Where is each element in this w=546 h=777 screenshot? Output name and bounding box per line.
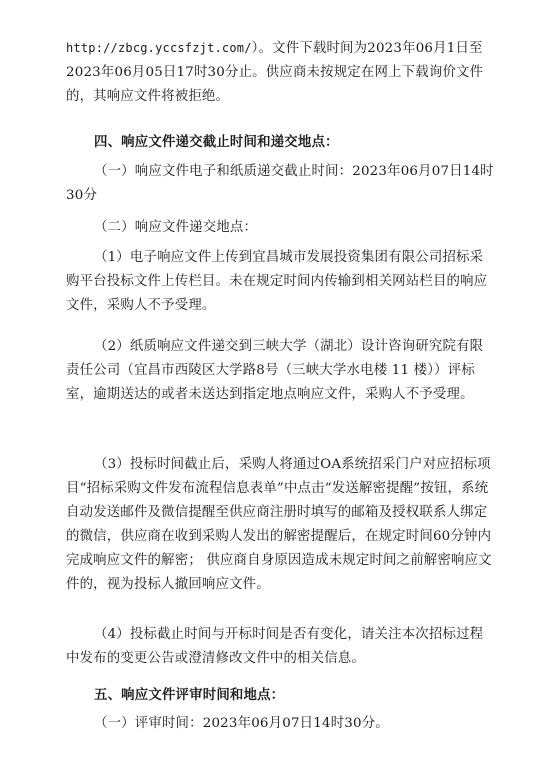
section-5-heading: 五、响应文件评审时间和地点： <box>94 687 285 703</box>
download-time-paragraph <box>66 36 496 109</box>
procurement-url: http://zbcg.yccsfzjt.com/ <box>66 41 252 55</box>
download-time-text: ）。文件下载时间为2023年06月1日至2023年06月05日17时30分止。供应商未按规定在网上下载询价文件的，其响应文件将被拒绝。 <box>66 41 484 104</box>
review-time-paragraph: （一）评审时间：2023年06月07日14时30分。 <box>94 716 389 731</box>
electronic-submission-paragraph: （1）电子响应文件上传到宜昌城市发展投资集团有限公司招标采购平台投标文件上传栏目。未在规定时间内传输到相关网站栏目的响应文件，采购人不予受理。 <box>66 250 488 313</box>
decryption-paragraph: （3）投标时间截止后，采购人将通过OA系统招采门户对应招标项目“招标采购文件发布流程信息表单”中点击“发送解密提醒”按钮，系统自动发送邮件及微信提醒至供应商注册时填写的邮箱及授权联系人绑定的微信，供应商在收到采购人发出的解密提醒后，在规定时间60分钟内完成响应文件的解密； 供应商自身原因造成未规定时间之前解密响应文件的，视为投标人撤回响应文件。 <box>66 457 492 592</box>
section-4-heading: 四、响应文件递交截止时间和递交地点： <box>94 134 339 150</box>
paper-submission-paragraph: （2）纸质响应文件递交到三峡大学（湖北）设计咨询研究院有限责任公司（宜昌市西陵区大学路8号（三峡大学水电楼 11 楼））评标室，逾期送达的或者未送达到指定地点响应文件，采购人不予受理。 <box>66 339 484 402</box>
schedule-change-paragraph: （4）投标截止时间与开标时间是否有变化，请关注本次招标过程中发布的变更公告或澄清修改文件中的相关信息。 <box>66 627 484 666</box>
submission-location-heading: （二）响应文件递交地点： <box>94 220 258 235</box>
submission-deadline-paragraph: （一）响应文件电子和纸质递交截止时间：2023年06月07日14时30分 <box>66 164 494 203</box>
